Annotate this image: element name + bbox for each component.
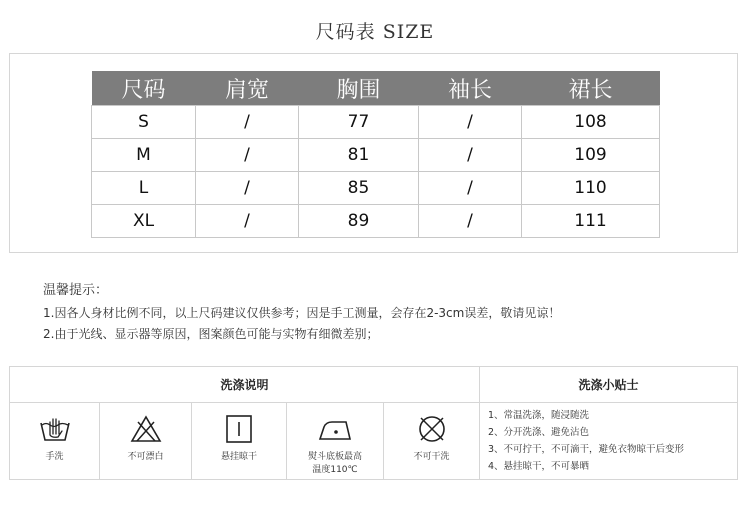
table-cell: 108 xyxy=(522,106,660,139)
care-symbol-iron xyxy=(287,403,384,479)
table-cell: / xyxy=(196,172,299,205)
care-label xyxy=(287,451,383,477)
table-cell: 81 xyxy=(299,139,419,172)
care-symbol-hand-wash xyxy=(10,403,100,479)
wash-tips-list xyxy=(488,407,684,475)
header-shoulder: 肩宽 xyxy=(196,71,299,106)
table-cell: 89 xyxy=(299,205,419,238)
table-row xyxy=(92,172,660,205)
header-bust: 胸围 xyxy=(299,71,419,106)
care-instructions-panel xyxy=(9,366,738,480)
table-row xyxy=(92,205,660,238)
wash-tips-title: 洗涤小贴士 xyxy=(480,367,737,403)
table-row xyxy=(92,106,660,139)
table-cell: / xyxy=(419,106,522,139)
table-cell: XL xyxy=(92,205,196,238)
note-item: 2.由于光线、显示器等原因，图案颜色可能与实物有细微差别； xyxy=(43,327,379,341)
table-cell: / xyxy=(419,139,522,172)
hang-dry-icon xyxy=(222,413,256,445)
table-cell: 109 xyxy=(522,139,660,172)
header-length: 裙长 xyxy=(522,71,660,106)
iron-icon xyxy=(316,413,354,445)
table-cell: 110 xyxy=(522,172,660,205)
notes-heading: 温馨提示： xyxy=(43,283,109,298)
care-label-line: 温度110℃ xyxy=(312,465,358,475)
table-cell: / xyxy=(196,139,299,172)
table-cell: / xyxy=(196,106,299,139)
table-cell: L xyxy=(92,172,196,205)
care-symbol-no-bleach xyxy=(100,403,192,479)
care-label: 不可干洗 xyxy=(413,452,450,462)
tip-item: 3、不可拧干，不可滴干，避免衣物晾干后变形 xyxy=(488,444,685,455)
table-cell: M xyxy=(92,139,196,172)
table-cell: / xyxy=(419,172,522,205)
note-item: 1.因各人身材比例不同，以上尺码建议仅供参考；因是手工测量，会存在2-3cm误差，敬请见谅！ xyxy=(43,306,561,320)
care-label-line: 熨斗底板最高 xyxy=(307,452,362,462)
table-cell: 111 xyxy=(522,205,660,238)
wash-instructions-title: 洗涤说明 xyxy=(10,367,480,403)
tip-item: 1、常温洗涤，随浸随洗 xyxy=(488,410,590,421)
hand-wash-icon xyxy=(38,413,72,445)
table-cell: 77 xyxy=(299,106,419,139)
notes-section xyxy=(43,280,560,345)
header-size: 尺码 xyxy=(92,71,196,106)
care-label: 不可漂白 xyxy=(127,452,164,462)
tip-item: 4、悬挂晾干，不可暴晒 xyxy=(488,461,590,472)
header-sleeve: 袖长 xyxy=(419,71,522,106)
table-cell: / xyxy=(196,205,299,238)
care-label: 手洗 xyxy=(45,452,64,462)
table-cell: 85 xyxy=(299,172,419,205)
page-title: 尺码表 SIZE xyxy=(315,21,435,43)
no-bleach-icon xyxy=(129,413,163,445)
care-symbol-no-dry-clean xyxy=(384,403,480,479)
care-label: 悬挂晾干 xyxy=(220,452,257,462)
no-tumble-dry-icon xyxy=(415,413,449,445)
table-cell: S xyxy=(92,106,196,139)
tip-item: 2、分开洗涤、避免沾色 xyxy=(488,427,590,438)
table-row xyxy=(92,139,660,172)
care-symbol-hang-dry xyxy=(192,403,287,479)
size-table xyxy=(91,71,660,238)
table-cell: / xyxy=(419,205,522,238)
size-table-header-row xyxy=(92,71,660,106)
